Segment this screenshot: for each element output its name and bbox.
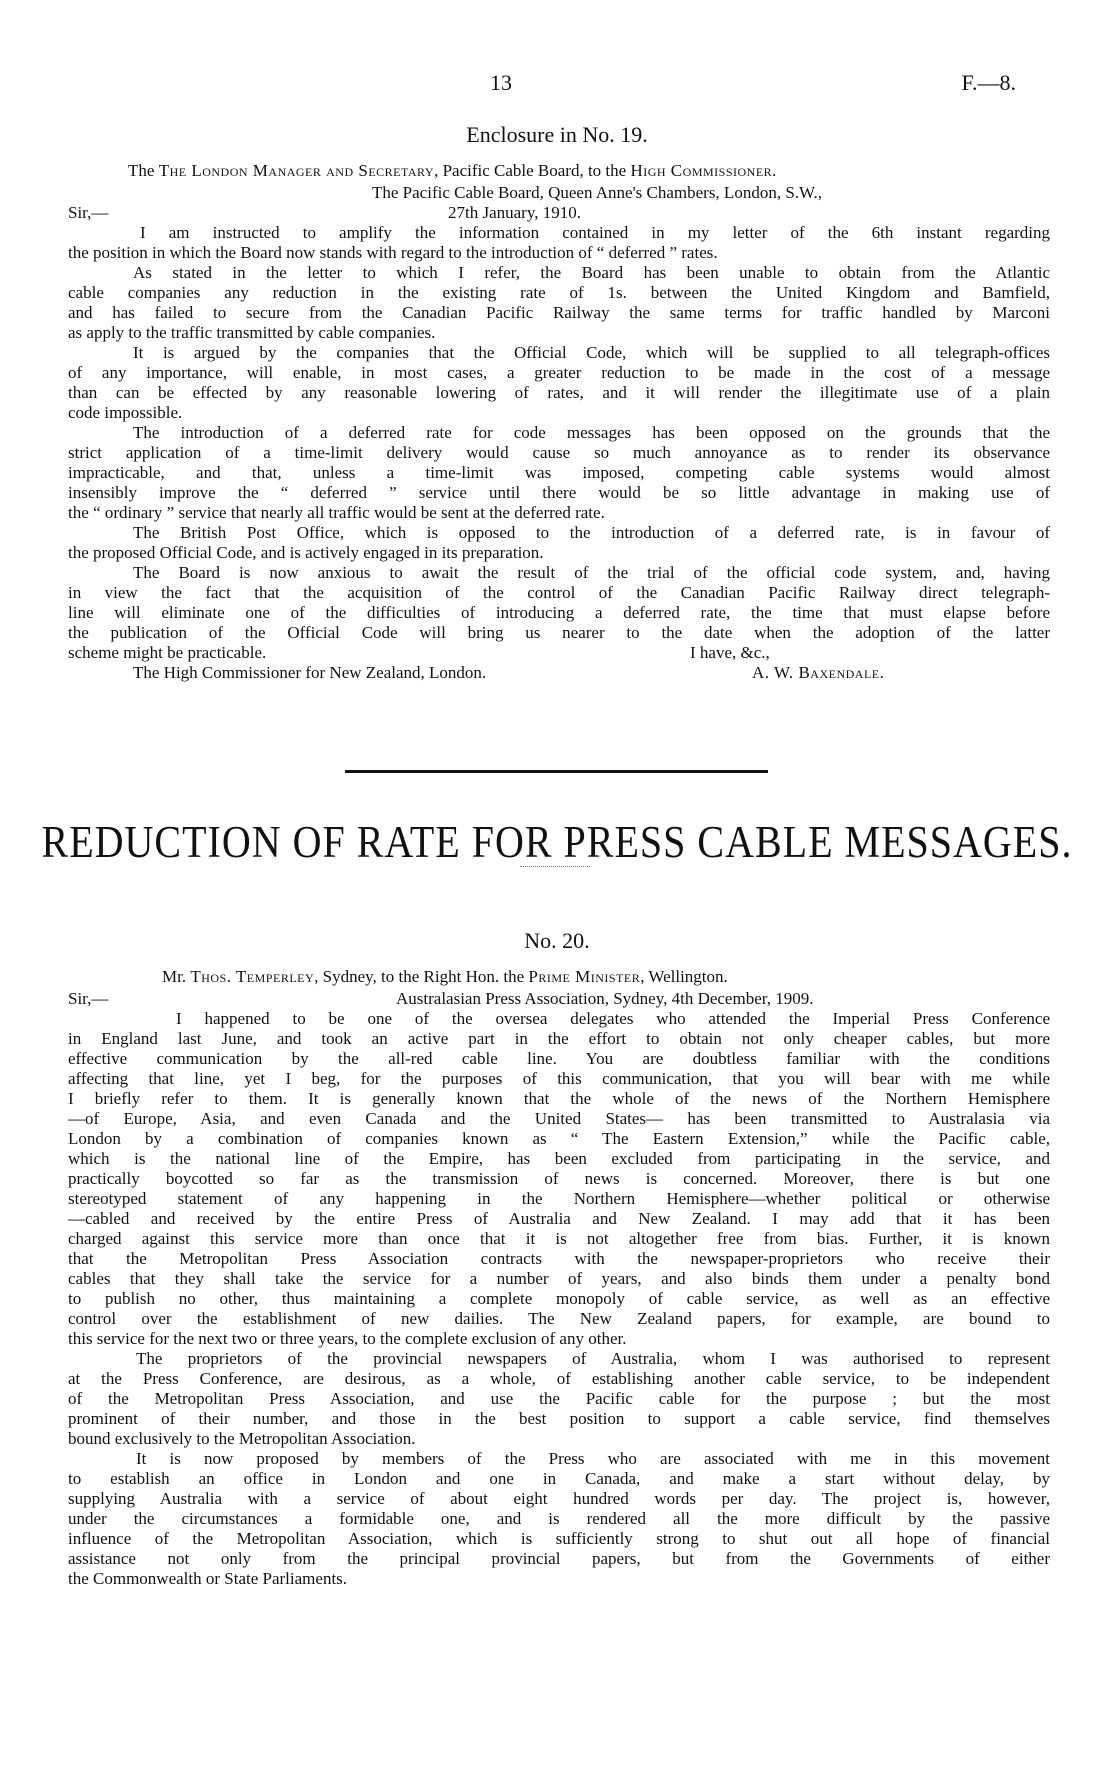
letter-text-line: It is now proposed by members of the Press who are associated with me in this movement (136, 1449, 1050, 1468)
letter-text-line: that the Metropolitan Press Association contracts with the newspaper-proprietors who receive their (68, 1249, 1050, 1268)
enclosure-text-line: the position in which the Board now stands with regard to the introduction of “ deferred ” rates. (68, 243, 718, 262)
enclosure-text-line: as apply to the traffic transmitted by cable companies. (68, 323, 436, 342)
enclosure-address: The Pacific Cable Board, Queen Anne's Chambers, London, S.W., (372, 183, 823, 202)
enclosure-recipient: The High Commissioner for New Zealand, London. (133, 663, 487, 682)
letter-recipient-title: Prime Minister (528, 967, 641, 986)
enclosure-text-line: The introduction of a deferred rate for code messages has been opposed on the grounds that the (133, 423, 1050, 442)
section-divider (345, 770, 768, 773)
enclosure-text-line: I am instructed to amplify the information contained in my letter of the 6th instant regarding (140, 223, 1050, 242)
letter-text-line: prominent of their number, and those in the best position to support a cable service, find themselves (68, 1409, 1050, 1428)
enclosure-text-line: the proposed Official Code, and is actively engaged in its preparation. (68, 543, 544, 562)
enclosure-date: 27th January, 1910. (448, 203, 581, 222)
letter-number: No. 20. (524, 928, 590, 953)
enclosure-closing: I have, &c., (690, 643, 770, 662)
enclosure-text-line: and has failed to secure from the Canadian Pacific Railway the same terms for traffic handled by Marconi (68, 303, 1050, 322)
enclosure-text-line: the publication of the Official Code will bring us nearer to the date when the adoption of the latter (68, 623, 1050, 642)
enclosure-text-line: cable companies any reduction in the existing rate of 1s. between the United Kingdom and Bamfield, (68, 283, 1050, 302)
section-heading: REDUCTION OF RATE FOR PRESS CABLE MESSAGES. (41, 815, 1073, 868)
letter-text-line: influence of the Metropolitan Association, which is sufficiently strong to shut out all hope of financial (68, 1529, 1050, 1548)
letter-text-line: The proprietors of the provincial newspapers of Australia, whom I was authorised to represent (136, 1349, 1050, 1368)
letter-text-line: which is the national line of the Empire, has been excluded from participating in the service, and (68, 1149, 1050, 1168)
page-number: 13 (490, 70, 512, 95)
letter-from-line: Mr. Thos. Temperley, Sydney, to the Right Hon. the Prime Minister, Wellington. (162, 967, 728, 986)
enclosure-from-line: The The London Manager and Secretary, Pacific Cable Board, to the High Commissioner. (128, 161, 777, 180)
letter-text-line: to publish no other, thus maintaining a complete monopoly of cable service, as well as an effective (68, 1289, 1050, 1308)
enclosure-text-line: of any importance, will enable, in most cases, a greater reduction to be made in the cost of a message (68, 363, 1050, 382)
letter-text-line: stereotyped statement of any happening in the Northern Hemisphere—whether political or otherwise (68, 1189, 1050, 1208)
enclosure-text-line: than can be effected by any reasonable lowering of rates, and it will render the illegitimate use of a plain (68, 383, 1050, 402)
enclosure-text-line: It is argued by the companies that the Official Code, which will be supplied to all telegraph-offices (133, 343, 1050, 362)
enclosure-text-line: impracticable, and that, unless a time-limit was imposed, competing cable systems would almost (68, 463, 1050, 482)
letter-text-line: —cabled and received by the entire Press of Australia and New Zealand. I may add that it has been (68, 1209, 1050, 1228)
letter-text-line: assistance not only from the principal provincial papers, but from the Governments of either (68, 1549, 1050, 1568)
enclosure-text-line: As stated in the letter to which I refer, the Board has been unable to obtain from the Atlantic (133, 263, 1050, 282)
letter-text-line: bound exclusively to the Metropolitan Association. (68, 1429, 416, 1448)
letter-text-line: effective communication by the all-red cable line. You are doubtless familiar with the conditions (68, 1049, 1050, 1068)
enclosure-sender: The London Manager and Secretary (158, 161, 435, 180)
enclosure-text-line: The Board is now anxious to await the result of the trial of the official code system, and, having (133, 563, 1050, 582)
letter-sender: Thos. Temperley (190, 967, 315, 986)
enclosure-recipient-title: High Commissioner (630, 161, 773, 180)
enclosure-text-line: strict application of a time-limit delivery would cause so much annoyance as to render its observance (68, 443, 1050, 462)
letter-text-line: this service for the next two or three years, to the complete exclusion of any other. (68, 1329, 627, 1348)
heading-ornament (520, 866, 590, 867)
letter-text-line: —of Europe, Asia, and even Canada and the United States— has been transmitted to Australasia via (68, 1109, 1050, 1128)
letter-text-line: in England last June, and took an active part in the effort to obtain not only cheaper cables, but more (68, 1029, 1050, 1048)
letter-text-line: of the Metropolitan Press Association, and use the Pacific cable for the purpose ; but the most (68, 1389, 1050, 1408)
letter-text-line: affecting that line, yet I beg, for the purposes of this communication, that you will bear with me while (68, 1069, 1050, 1088)
enclosure-signature: A. W. Baxendale. (752, 663, 885, 682)
letter-text-line: cables that they shall take the service for a number of years, and also binds them under a penalty bond (68, 1269, 1050, 1288)
enclosure-text-line: the “ ordinary ” service that nearly all traffic would be sent at the deferred rate. (68, 503, 605, 522)
enclosure-text-line: The British Post Office, which is opposed to the introduction of a deferred rate, is in favour of (133, 523, 1050, 542)
letter-text-line: supplying Australia with a service of about eight hundred words per day. The project is, however, (68, 1489, 1050, 1508)
enclosure-text-line: in view the fact that the acquisition of the control of the Canadian Pacific Railway direct telegraph- (68, 583, 1050, 602)
letter-salutation: Sir,— (68, 989, 109, 1008)
letter-text-line: control over the establishment of new dailies. The New Zealand papers, for example, are bound to (68, 1309, 1050, 1328)
letter-text-line: the Commonwealth or State Parliaments. (68, 1569, 348, 1588)
enclosure-text-line: insensibly improve the “ deferred ” service until there would be so little advantage in making use of (68, 483, 1050, 502)
letter-text-line: London by a combination of companies known as “ The Eastern Extension,” while the Pacific cable, (68, 1129, 1050, 1148)
enclosure-title: Enclosure in No. 19. (466, 122, 648, 147)
enclosure-text-line: scheme might be practicable. (68, 643, 267, 662)
letter-text-line: charged against this service more than once that it is not altogether free from bias. Further, it is known (68, 1229, 1050, 1248)
letter-text-line: under the circumstances a formidable one, and is rendered all the more difficult by the passive (68, 1509, 1050, 1528)
enclosure-salutation: Sir,— (68, 203, 109, 222)
letter-text-line: to establish an office in London and one in Canada, and make a start without delay, by (68, 1469, 1050, 1488)
letter-text-line: at the Press Conference, are desirous, as a whole, of establishing another cable service, to be independent (68, 1369, 1050, 1388)
letter-date: Australasian Press Association, Sydney, 4th December, 1909. (396, 989, 814, 1008)
enclosure-text-line: line will eliminate one of the difficulties of introducing a deferred rate, the time that must elapse before (68, 603, 1050, 622)
letter-text-line: practically boycotted so far as the transmission of news is concerned. Moreover, there is but one (68, 1169, 1050, 1188)
letter-text-line: I briefly refer to them. It is generally known that the whole of the news of the Northern Hemisphere (68, 1089, 1050, 1108)
document-reference: F.—8. (961, 70, 1016, 95)
enclosure-text-line: code impossible. (68, 403, 183, 422)
letter-text-line: I happened to be one of the oversea delegates who attended the Imperial Press Conference (176, 1009, 1050, 1028)
